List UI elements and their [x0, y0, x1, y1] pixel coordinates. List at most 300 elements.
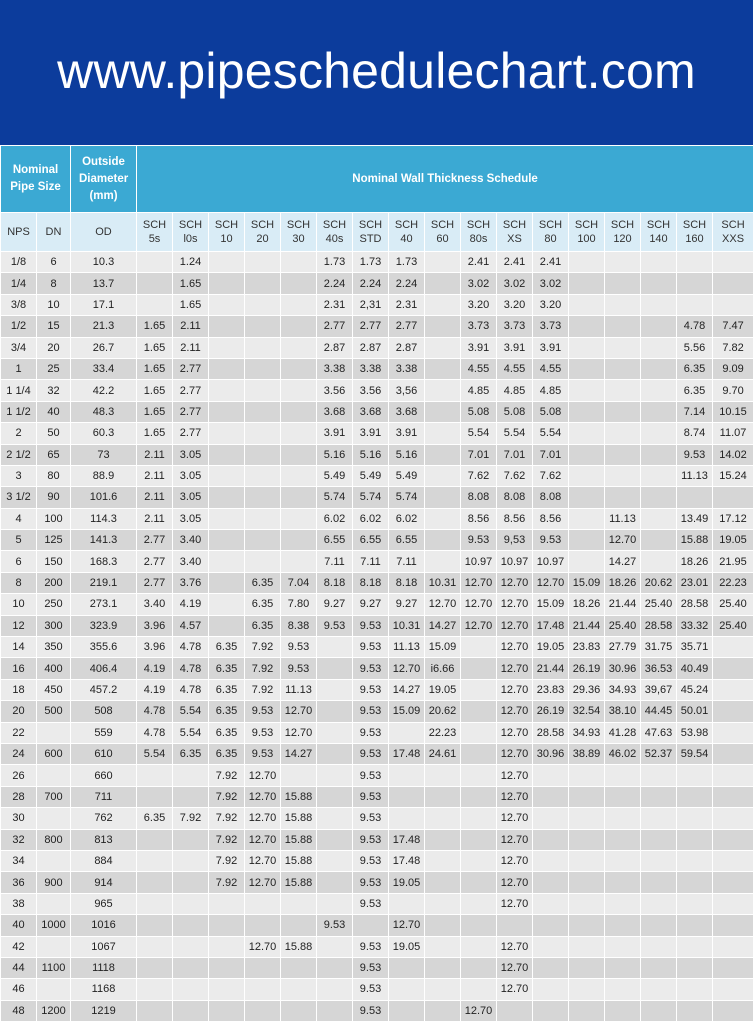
- table-cell: 20.62: [641, 572, 677, 593]
- table-cell: [677, 786, 713, 807]
- column-header: [245, 213, 281, 252]
- table-cell: 1016: [71, 915, 137, 936]
- table-cell: [37, 722, 71, 743]
- table-cell: 559: [71, 722, 137, 743]
- table-cell: 9.53: [317, 915, 353, 936]
- table-cell: [641, 273, 677, 294]
- table-cell: [569, 273, 605, 294]
- table-cell: [317, 957, 353, 978]
- table-cell: [605, 401, 641, 422]
- table-cell: 2.24: [353, 273, 389, 294]
- table-cell: 2.77: [137, 530, 173, 551]
- table-cell: [605, 829, 641, 850]
- table-cell: 23.83: [533, 679, 569, 700]
- table-cell: 3.91: [353, 423, 389, 444]
- table-cell: [569, 380, 605, 401]
- table-cell: 25.40: [713, 594, 753, 615]
- table-cell: [605, 380, 641, 401]
- table-row: [1, 915, 753, 936]
- table-cell: [245, 465, 281, 486]
- column-header: [533, 213, 569, 252]
- table-cell: 2.77: [137, 551, 173, 572]
- table-cell: 4.19: [137, 679, 173, 700]
- table-cell: 3 1/2: [1, 487, 37, 508]
- table-cell: [533, 850, 569, 871]
- table-cell: 3.56: [353, 380, 389, 401]
- table-cell: [389, 893, 425, 914]
- table-cell: [281, 380, 317, 401]
- table-cell: 7.82: [713, 337, 753, 358]
- table-cell: 30: [1, 808, 37, 829]
- table-cell: [425, 979, 461, 1000]
- site-url-title: www.pipeschedulechart.com: [57, 42, 696, 99]
- table-cell: 32: [37, 380, 71, 401]
- table-cell: 500: [37, 701, 71, 722]
- table-cell: [173, 1000, 209, 1021]
- table-cell: 6.02: [389, 508, 425, 529]
- table-cell: [209, 957, 245, 978]
- table-cell: [317, 701, 353, 722]
- table-cell: 6.35: [677, 380, 713, 401]
- table-cell: [137, 252, 173, 273]
- table-cell: [713, 273, 753, 294]
- table-cell: [641, 979, 677, 1000]
- table-cell: [461, 658, 497, 679]
- table-cell: 2.11: [173, 337, 209, 358]
- table-cell: 5.54: [137, 743, 173, 764]
- column-header-label: 80s: [469, 233, 488, 245]
- table-cell: 7.11: [353, 551, 389, 572]
- column-header-label: SCH: [358, 219, 383, 231]
- table-cell: [37, 979, 71, 1000]
- table-cell: 12.70: [497, 786, 533, 807]
- table-cell: 400: [37, 658, 71, 679]
- table-cell: 17.48: [389, 850, 425, 871]
- table-cell: 26.19: [569, 658, 605, 679]
- table-cell: 1118: [71, 957, 137, 978]
- table-cell: 18.26: [605, 572, 641, 593]
- table-row: [1, 423, 753, 444]
- table-cell: [281, 401, 317, 422]
- table-cell: [137, 294, 173, 315]
- table-cell: [569, 808, 605, 829]
- table-cell: 3.96: [137, 615, 173, 636]
- table-cell: 3.05: [173, 508, 209, 529]
- table-row: [1, 380, 753, 401]
- column-header-label: XS: [507, 233, 522, 245]
- table-cell: [209, 380, 245, 401]
- table-cell: 12.70: [497, 979, 533, 1000]
- table-cell: [209, 358, 245, 379]
- column-header: [173, 213, 209, 252]
- table-cell: 9.53: [245, 722, 281, 743]
- table-cell: 90: [37, 487, 71, 508]
- table-cell: 6.35: [245, 572, 281, 593]
- column-header-label: SCH: [394, 219, 419, 231]
- table-cell: [245, 1000, 281, 1021]
- table-cell: 250: [37, 594, 71, 615]
- table-cell: 40.49: [677, 658, 713, 679]
- table-cell: 508: [71, 701, 137, 722]
- column-header-label: 160: [685, 233, 704, 245]
- table-cell: 52.37: [641, 743, 677, 764]
- table-cell: 39,67: [641, 679, 677, 700]
- table-cell: 17.48: [533, 615, 569, 636]
- table-cell: [137, 786, 173, 807]
- table-cell: 12.70: [281, 701, 317, 722]
- table-cell: [605, 765, 641, 786]
- table-cell: 19.05: [533, 637, 569, 658]
- table-cell: [461, 765, 497, 786]
- table-cell: [569, 444, 605, 465]
- table-cell: [425, 786, 461, 807]
- table-row: [1, 572, 753, 593]
- table-cell: 21.44: [533, 658, 569, 679]
- table-cell: 5.49: [389, 465, 425, 486]
- table-cell: [317, 786, 353, 807]
- table-cell: 8.08: [497, 487, 533, 508]
- table-cell: 6.35: [209, 722, 245, 743]
- table-cell: [605, 337, 641, 358]
- table-cell: 9.70: [713, 380, 753, 401]
- column-header-label: 10: [220, 233, 233, 245]
- table-cell: 12.70: [497, 701, 533, 722]
- table-cell: [569, 530, 605, 551]
- table-cell: 4.85: [497, 380, 533, 401]
- table-cell: [605, 444, 641, 465]
- table-row: [1, 743, 753, 764]
- table-cell: [281, 551, 317, 572]
- table-cell: [317, 765, 353, 786]
- table-cell: 29.36: [569, 679, 605, 700]
- table-cell: 2.31: [317, 294, 353, 315]
- table-row: [1, 508, 753, 529]
- table-cell: [173, 957, 209, 978]
- table-cell: 17.48: [389, 829, 425, 850]
- table-cell: 15.88: [281, 850, 317, 871]
- table-cell: 15.09: [425, 637, 461, 658]
- table-cell: 42: [1, 936, 37, 957]
- table-cell: [317, 936, 353, 957]
- table-cell: [425, 401, 461, 422]
- table-cell: [641, 358, 677, 379]
- table-cell: 41.28: [605, 722, 641, 743]
- table-cell: [461, 872, 497, 893]
- pipe-schedule-table: [0, 145, 753, 1022]
- table-cell: [605, 252, 641, 273]
- table-cell: [461, 850, 497, 871]
- table-cell: [641, 444, 677, 465]
- table-cell: [425, 1000, 461, 1021]
- table-cell: 219.1: [71, 572, 137, 593]
- table-cell: 9.53: [353, 979, 389, 1000]
- table-cell: 9.53: [353, 722, 389, 743]
- table-cell: [137, 850, 173, 871]
- outside-diameter-header: Outside Diameter (mm): [71, 146, 137, 213]
- table-cell: 1.65: [173, 294, 209, 315]
- table-cell: 762: [71, 808, 137, 829]
- table-cell: 21.44: [605, 594, 641, 615]
- table-cell: [389, 1000, 425, 1021]
- table-cell: 9.53: [245, 743, 281, 764]
- table-cell: 33.32: [677, 615, 713, 636]
- table-cell: 1/2: [1, 316, 37, 337]
- table-cell: [245, 294, 281, 315]
- table-cell: [461, 701, 497, 722]
- table-cell: 2 1/2: [1, 444, 37, 465]
- table-cell: 18.26: [569, 594, 605, 615]
- table-cell: [209, 487, 245, 508]
- table-cell: [209, 979, 245, 1000]
- table-cell: 7.01: [497, 444, 533, 465]
- table-row: [1, 358, 753, 379]
- table-cell: 1.65: [137, 423, 173, 444]
- table-cell: [209, 893, 245, 914]
- column-header: [71, 213, 137, 252]
- table-cell: [461, 893, 497, 914]
- table-cell: [425, 808, 461, 829]
- table-cell: 5.54: [461, 423, 497, 444]
- table-cell: [425, 273, 461, 294]
- table-row: [1, 637, 753, 658]
- table-cell: 5.54: [173, 722, 209, 743]
- table-row: [1, 594, 753, 615]
- table-cell: [281, 444, 317, 465]
- table-cell: [281, 337, 317, 358]
- table-cell: 73: [71, 444, 137, 465]
- table-cell: 5.08: [461, 401, 497, 422]
- table-cell: 9.27: [353, 594, 389, 615]
- table-cell: [425, 252, 461, 273]
- table-cell: [37, 936, 71, 957]
- table-cell: 9.53: [353, 615, 389, 636]
- table-cell: 1.73: [353, 252, 389, 273]
- table-cell: [569, 957, 605, 978]
- table-cell: 7.11: [389, 551, 425, 572]
- table-cell: 6.35: [173, 743, 209, 764]
- table-cell: 15.88: [281, 786, 317, 807]
- table-cell: 2.77: [389, 316, 425, 337]
- table-row: [1, 444, 753, 465]
- table-cell: 7.92: [209, 808, 245, 829]
- table-cell: [713, 722, 753, 743]
- table-cell: 2.87: [389, 337, 425, 358]
- table-cell: 6.35: [209, 658, 245, 679]
- column-header: [37, 213, 71, 252]
- table-cell: [677, 979, 713, 1000]
- table-cell: [209, 615, 245, 636]
- table-cell: [569, 893, 605, 914]
- table-cell: [37, 765, 71, 786]
- table-cell: [677, 957, 713, 978]
- column-header-label: SCH: [178, 219, 203, 231]
- table-cell: 2.41: [533, 252, 569, 273]
- table-cell: [461, 743, 497, 764]
- column-header-row: [1, 213, 753, 252]
- table-cell: [209, 551, 245, 572]
- table-cell: 12.70: [389, 658, 425, 679]
- table-cell: 12.70: [497, 957, 533, 978]
- table-cell: 125: [37, 530, 71, 551]
- table-cell: 40: [37, 401, 71, 422]
- table-cell: 3.91: [461, 337, 497, 358]
- table-cell: [137, 829, 173, 850]
- table-cell: 11.13: [677, 465, 713, 486]
- table-cell: [281, 316, 317, 337]
- table-cell: [641, 872, 677, 893]
- column-header-label: 100: [577, 233, 596, 245]
- table-cell: 12.70: [497, 850, 533, 871]
- table-cell: 1.65: [137, 337, 173, 358]
- table-cell: 2.77: [353, 316, 389, 337]
- table-cell: [605, 936, 641, 957]
- table-cell: 6.55: [353, 530, 389, 551]
- table-cell: [281, 957, 317, 978]
- column-header: [569, 213, 605, 252]
- table-cell: [209, 915, 245, 936]
- table-row: [1, 273, 753, 294]
- column-header-label: SCH: [682, 219, 707, 231]
- table-cell: [245, 915, 281, 936]
- table-cell: [425, 957, 461, 978]
- table-cell: 12.70: [245, 786, 281, 807]
- table-cell: 3.20: [497, 294, 533, 315]
- table-cell: 4.78: [137, 701, 173, 722]
- table-cell: 15.09: [533, 594, 569, 615]
- table-cell: 3.73: [497, 316, 533, 337]
- table-cell: 10.15: [713, 401, 753, 422]
- table-cell: [605, 957, 641, 978]
- table-cell: 12.70: [389, 915, 425, 936]
- table-cell: 8.08: [461, 487, 497, 508]
- table-cell: [425, 423, 461, 444]
- table-cell: [677, 893, 713, 914]
- table-cell: [641, 380, 677, 401]
- table-cell: 12.70: [497, 637, 533, 658]
- column-header-label: SCH: [502, 219, 527, 231]
- table-cell: 4: [1, 508, 37, 529]
- column-header: [677, 213, 713, 252]
- table-cell: 9.53: [353, 701, 389, 722]
- table-cell: 3,56: [389, 380, 425, 401]
- table-cell: [497, 1000, 533, 1021]
- table-cell: [569, 786, 605, 807]
- table-cell: 28.58: [641, 615, 677, 636]
- table-cell: [137, 872, 173, 893]
- table-cell: 7.92: [245, 679, 281, 700]
- table-cell: 48: [1, 1000, 37, 1021]
- column-header: [461, 213, 497, 252]
- table-cell: 1/4: [1, 273, 37, 294]
- table-cell: [37, 808, 71, 829]
- table-row: [1, 252, 753, 273]
- table-cell: 660: [71, 765, 137, 786]
- table-cell: 300: [37, 615, 71, 636]
- column-header-label: SCH: [286, 219, 311, 231]
- table-cell: 2: [1, 423, 37, 444]
- table-cell: [425, 444, 461, 465]
- table-cell: 18.26: [677, 551, 713, 572]
- column-header: [281, 213, 317, 252]
- table-cell: 14: [1, 637, 37, 658]
- table-cell: 12.70: [497, 722, 533, 743]
- table-cell: 12.70: [425, 594, 461, 615]
- table-cell: [425, 551, 461, 572]
- table-cell: [173, 829, 209, 850]
- table-cell: 19.05: [425, 679, 461, 700]
- table-cell: 25.40: [641, 594, 677, 615]
- table-cell: [641, 465, 677, 486]
- table-cell: [641, 915, 677, 936]
- table-cell: 3.76: [173, 572, 209, 593]
- table-cell: 2.11: [137, 465, 173, 486]
- table-cell: [281, 765, 317, 786]
- table-cell: [317, 743, 353, 764]
- table-cell: 15.09: [389, 701, 425, 722]
- table-cell: 1 1/2: [1, 401, 37, 422]
- table-cell: 22.23: [713, 572, 753, 593]
- table-cell: [605, 808, 641, 829]
- table-cell: 32: [1, 829, 37, 850]
- table-cell: [209, 936, 245, 957]
- table-cell: 6.55: [389, 530, 425, 551]
- table-cell: 12.70: [497, 658, 533, 679]
- table-cell: 100: [37, 508, 71, 529]
- table-cell: 965: [71, 893, 137, 914]
- table-cell: 24.61: [425, 743, 461, 764]
- table-cell: [173, 915, 209, 936]
- table-cell: 59.54: [677, 743, 713, 764]
- table-cell: 3.05: [173, 465, 209, 486]
- table-cell: [713, 829, 753, 850]
- table-row: [1, 465, 753, 486]
- table-cell: [317, 658, 353, 679]
- table-cell: [641, 337, 677, 358]
- column-header-label: SCH: [646, 219, 671, 231]
- table-cell: [317, 893, 353, 914]
- table-cell: 12.70: [245, 808, 281, 829]
- table-cell: 3.40: [173, 551, 209, 572]
- table-cell: [209, 1000, 245, 1021]
- table-cell: 3.91: [389, 423, 425, 444]
- table-cell: 8.18: [389, 572, 425, 593]
- table-cell: 3.20: [533, 294, 569, 315]
- table-cell: 1200: [37, 1000, 71, 1021]
- table-cell: [641, 1000, 677, 1021]
- column-header: [713, 213, 753, 252]
- table-cell: 47.63: [641, 722, 677, 743]
- table-cell: [173, 979, 209, 1000]
- table-cell: 114.3: [71, 508, 137, 529]
- table-cell: [605, 979, 641, 1000]
- table-cell: [641, 786, 677, 807]
- table-cell: 28.58: [533, 722, 569, 743]
- table-cell: [281, 915, 317, 936]
- table-cell: [605, 294, 641, 315]
- table-cell: 7.01: [533, 444, 569, 465]
- table-cell: 9.27: [317, 594, 353, 615]
- table-cell: 3.73: [461, 316, 497, 337]
- table-cell: [569, 487, 605, 508]
- table-cell: [209, 530, 245, 551]
- table-cell: 3.68: [317, 401, 353, 422]
- table-cell: [533, 893, 569, 914]
- table-cell: [425, 850, 461, 871]
- site-banner: [0, 0, 753, 145]
- table-cell: [641, 316, 677, 337]
- column-header-label: SCH: [214, 219, 239, 231]
- table-cell: [245, 957, 281, 978]
